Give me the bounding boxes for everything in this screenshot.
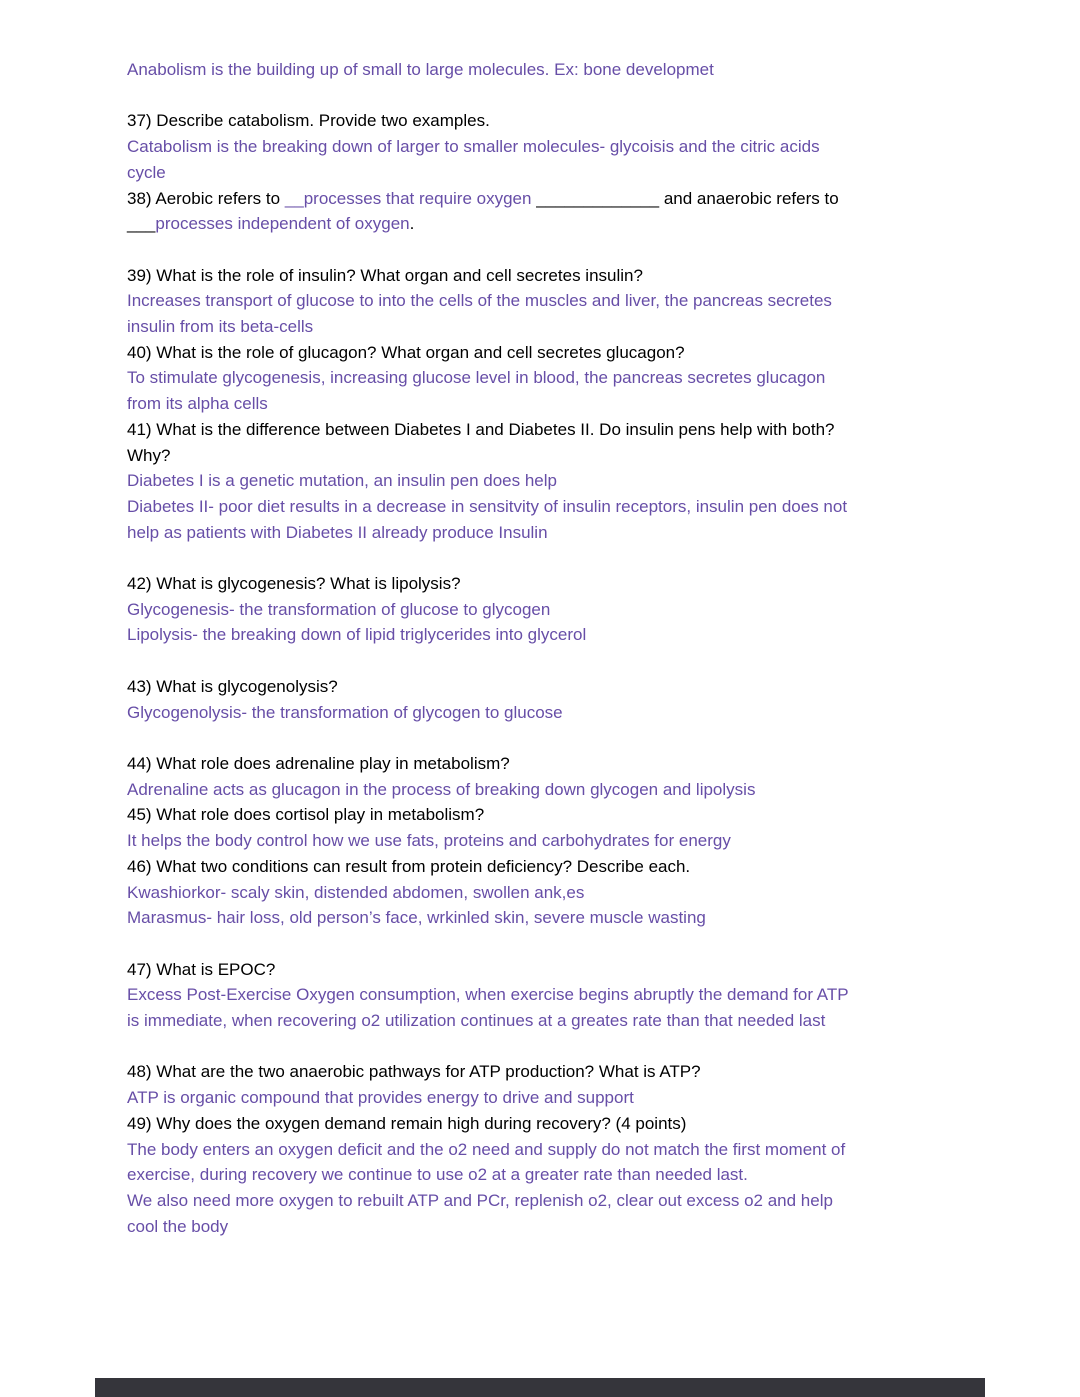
question-line xyxy=(127,571,987,597)
question-line xyxy=(127,854,987,880)
question-line xyxy=(127,957,987,983)
question-line xyxy=(127,263,987,289)
question-line xyxy=(127,340,987,366)
answer-text-segment: Increases transport of glucose to into the cells of the muscles and liver, the pancreas secretes xyxy=(127,291,832,311)
answer-line xyxy=(127,314,987,340)
answer-text-segment: Adrenaline acts as glucagon in the process of breaking down glycogen and lipolysis xyxy=(127,779,756,799)
answer-text-segment: from its alpha cells xyxy=(127,394,268,414)
question-text-segment: 44) What role does adrenaline play in metabolism? xyxy=(127,753,510,773)
question-text-segment: . xyxy=(409,214,415,234)
question-text-segment: Why? xyxy=(127,445,171,465)
answer-text-segment: is immediate, when recovering o2 utilization continues at a greates rate than that needed last xyxy=(127,1011,826,1031)
answer-line xyxy=(127,468,987,494)
answer-line xyxy=(127,1137,987,1163)
mixed-line xyxy=(127,211,987,237)
question-line xyxy=(127,751,987,777)
question-text-segment: 49) Why does the oxygen demand remain high during recovery? (4 points) xyxy=(127,1113,687,1133)
answer-text-segment: ATP is organic compound that provides energy to drive and support xyxy=(127,1088,634,1108)
answer-text-segment: help as patients with Diabetes II already produce Insulin xyxy=(127,522,548,542)
answer-text-segment: Excess Post-Exercise Oxygen consumption, when exercise begins abruptly the demand for ATP xyxy=(127,985,849,1005)
question-text-segment: 45) What role does cortisol play in metabolism? xyxy=(127,805,485,825)
answer-text-segment: The body enters an oxygen deficit and the o2 need and supply do not match the first moment of xyxy=(127,1139,846,1159)
question-text-segment: ___ xyxy=(127,214,156,234)
question-line xyxy=(127,443,987,469)
question-line xyxy=(127,1059,987,1085)
answer-text-segment: Kwashiorkor- scaly skin, distended abdomen, swollen ank,es xyxy=(127,882,585,902)
answer-line xyxy=(127,1188,987,1214)
answer-text-segment: To stimulate glycogenesis, increasing glucose level in blood, the pancreas secretes glucagon xyxy=(127,368,826,388)
question-text-segment: 46) What two conditions can result from protein deficiency? Describe each. xyxy=(127,856,691,876)
answer-text-segment: Catabolism is the breaking down of larger to smaller molecules- glycoisis and the citric acids xyxy=(127,137,820,157)
answer-line xyxy=(127,700,987,726)
answer-line xyxy=(127,1214,987,1240)
question-text-segment: 47) What is EPOC? xyxy=(127,959,276,979)
answer-text-segment: cool the body xyxy=(127,1216,229,1236)
answer-line xyxy=(127,288,987,314)
question-line xyxy=(127,674,987,700)
question-text-segment: _____________ and anaerobic refers to xyxy=(536,188,839,208)
answer-line xyxy=(127,160,987,186)
question-line xyxy=(127,417,987,443)
blank-line xyxy=(127,237,987,263)
answer-line xyxy=(127,905,987,931)
answer-text-segment: processes independent of oxygen xyxy=(155,214,410,234)
question-text-segment: 48) What are the two anaerobic pathways for ATP production? What is ATP? xyxy=(127,1062,701,1082)
answer-line xyxy=(127,134,987,160)
answer-line xyxy=(127,365,987,391)
blank-line xyxy=(127,83,987,109)
answer-line xyxy=(127,1085,987,1111)
question-line xyxy=(127,802,987,828)
question-line xyxy=(127,108,987,134)
question-text-segment: 37) Describe catabolism. Provide two examples. xyxy=(127,111,490,131)
answer-line xyxy=(127,494,987,520)
question-text-segment: 39) What is the role of insulin? What organ and cell secretes insulin? xyxy=(127,265,643,285)
page-boundary-gap xyxy=(95,1378,985,1397)
answer-line xyxy=(127,1162,987,1188)
answer-line xyxy=(127,982,987,1008)
answer-text-segment: Marasmus- hair loss, old person’s face, wrkinled skin, severe muscle wasting xyxy=(127,908,706,928)
answer-text-segment: Diabetes II- poor diet results in a decrease in sensitvity of insulin receptors, insulin pen does not xyxy=(127,496,848,516)
blank-line xyxy=(127,1034,987,1060)
answer-line xyxy=(127,1008,987,1034)
mixed-line xyxy=(127,186,987,212)
document-body[interactable] xyxy=(127,57,987,1239)
question-text-segment: 42) What is glycogenesis? What is lipolysis? xyxy=(127,574,461,594)
answer-text-segment: Glycogenolysis- the transformation of glycogen to glucose xyxy=(127,702,563,722)
answer-text-segment: Lipolysis- the breaking down of lipid triglycerides into glycerol xyxy=(127,625,587,645)
answer-line xyxy=(127,622,987,648)
answer-text-segment: Anabolism is the building up of small to large molecules. Ex: bone developmet xyxy=(127,60,714,79)
question-text-segment: 43) What is glycogenolysis? xyxy=(127,676,338,696)
question-text-segment: 38) Aerobic refers to xyxy=(127,188,285,208)
answer-text-segment: Glycogenesis- the transformation of glucose to glycogen xyxy=(127,599,551,619)
answer-line xyxy=(127,880,987,906)
blank-line xyxy=(127,648,987,674)
answer-text-segment: __processes that require oxygen xyxy=(284,188,537,208)
answer-line xyxy=(127,828,987,854)
answer-text-segment: exercise, during recovery we continue to use o2 at a greater rate than needed last. xyxy=(127,1165,748,1185)
question-text-segment: 40) What is the role of glucagon? What organ and cell secretes glucagon? xyxy=(127,342,685,362)
blank-line xyxy=(127,545,987,571)
answer-text-segment: Diabetes I is a genetic mutation, an insulin pen does help xyxy=(127,471,557,491)
answer-text-segment: insulin from its beta-cells xyxy=(127,317,314,337)
answer-text-segment: It helps the body control how we use fats, proteins and carbohydrates for energy xyxy=(127,831,731,851)
question-line xyxy=(127,1111,987,1137)
question-text-segment: 41) What is the difference between Diabetes I and Diabetes II. Do insulin pens help with both? xyxy=(127,419,835,439)
blank-line xyxy=(127,725,987,751)
answer-text-segment: We also need more oxygen to rebuilt ATP and PCr, replenish o2, clear out excess o2 and help xyxy=(127,1190,833,1210)
answer-line xyxy=(127,597,987,623)
blank-line xyxy=(127,931,987,957)
answer-line xyxy=(127,520,987,546)
answer-text-segment: cycle xyxy=(127,162,166,182)
answer-line xyxy=(127,391,987,417)
answer-line xyxy=(127,57,987,83)
answer-line xyxy=(127,777,987,803)
